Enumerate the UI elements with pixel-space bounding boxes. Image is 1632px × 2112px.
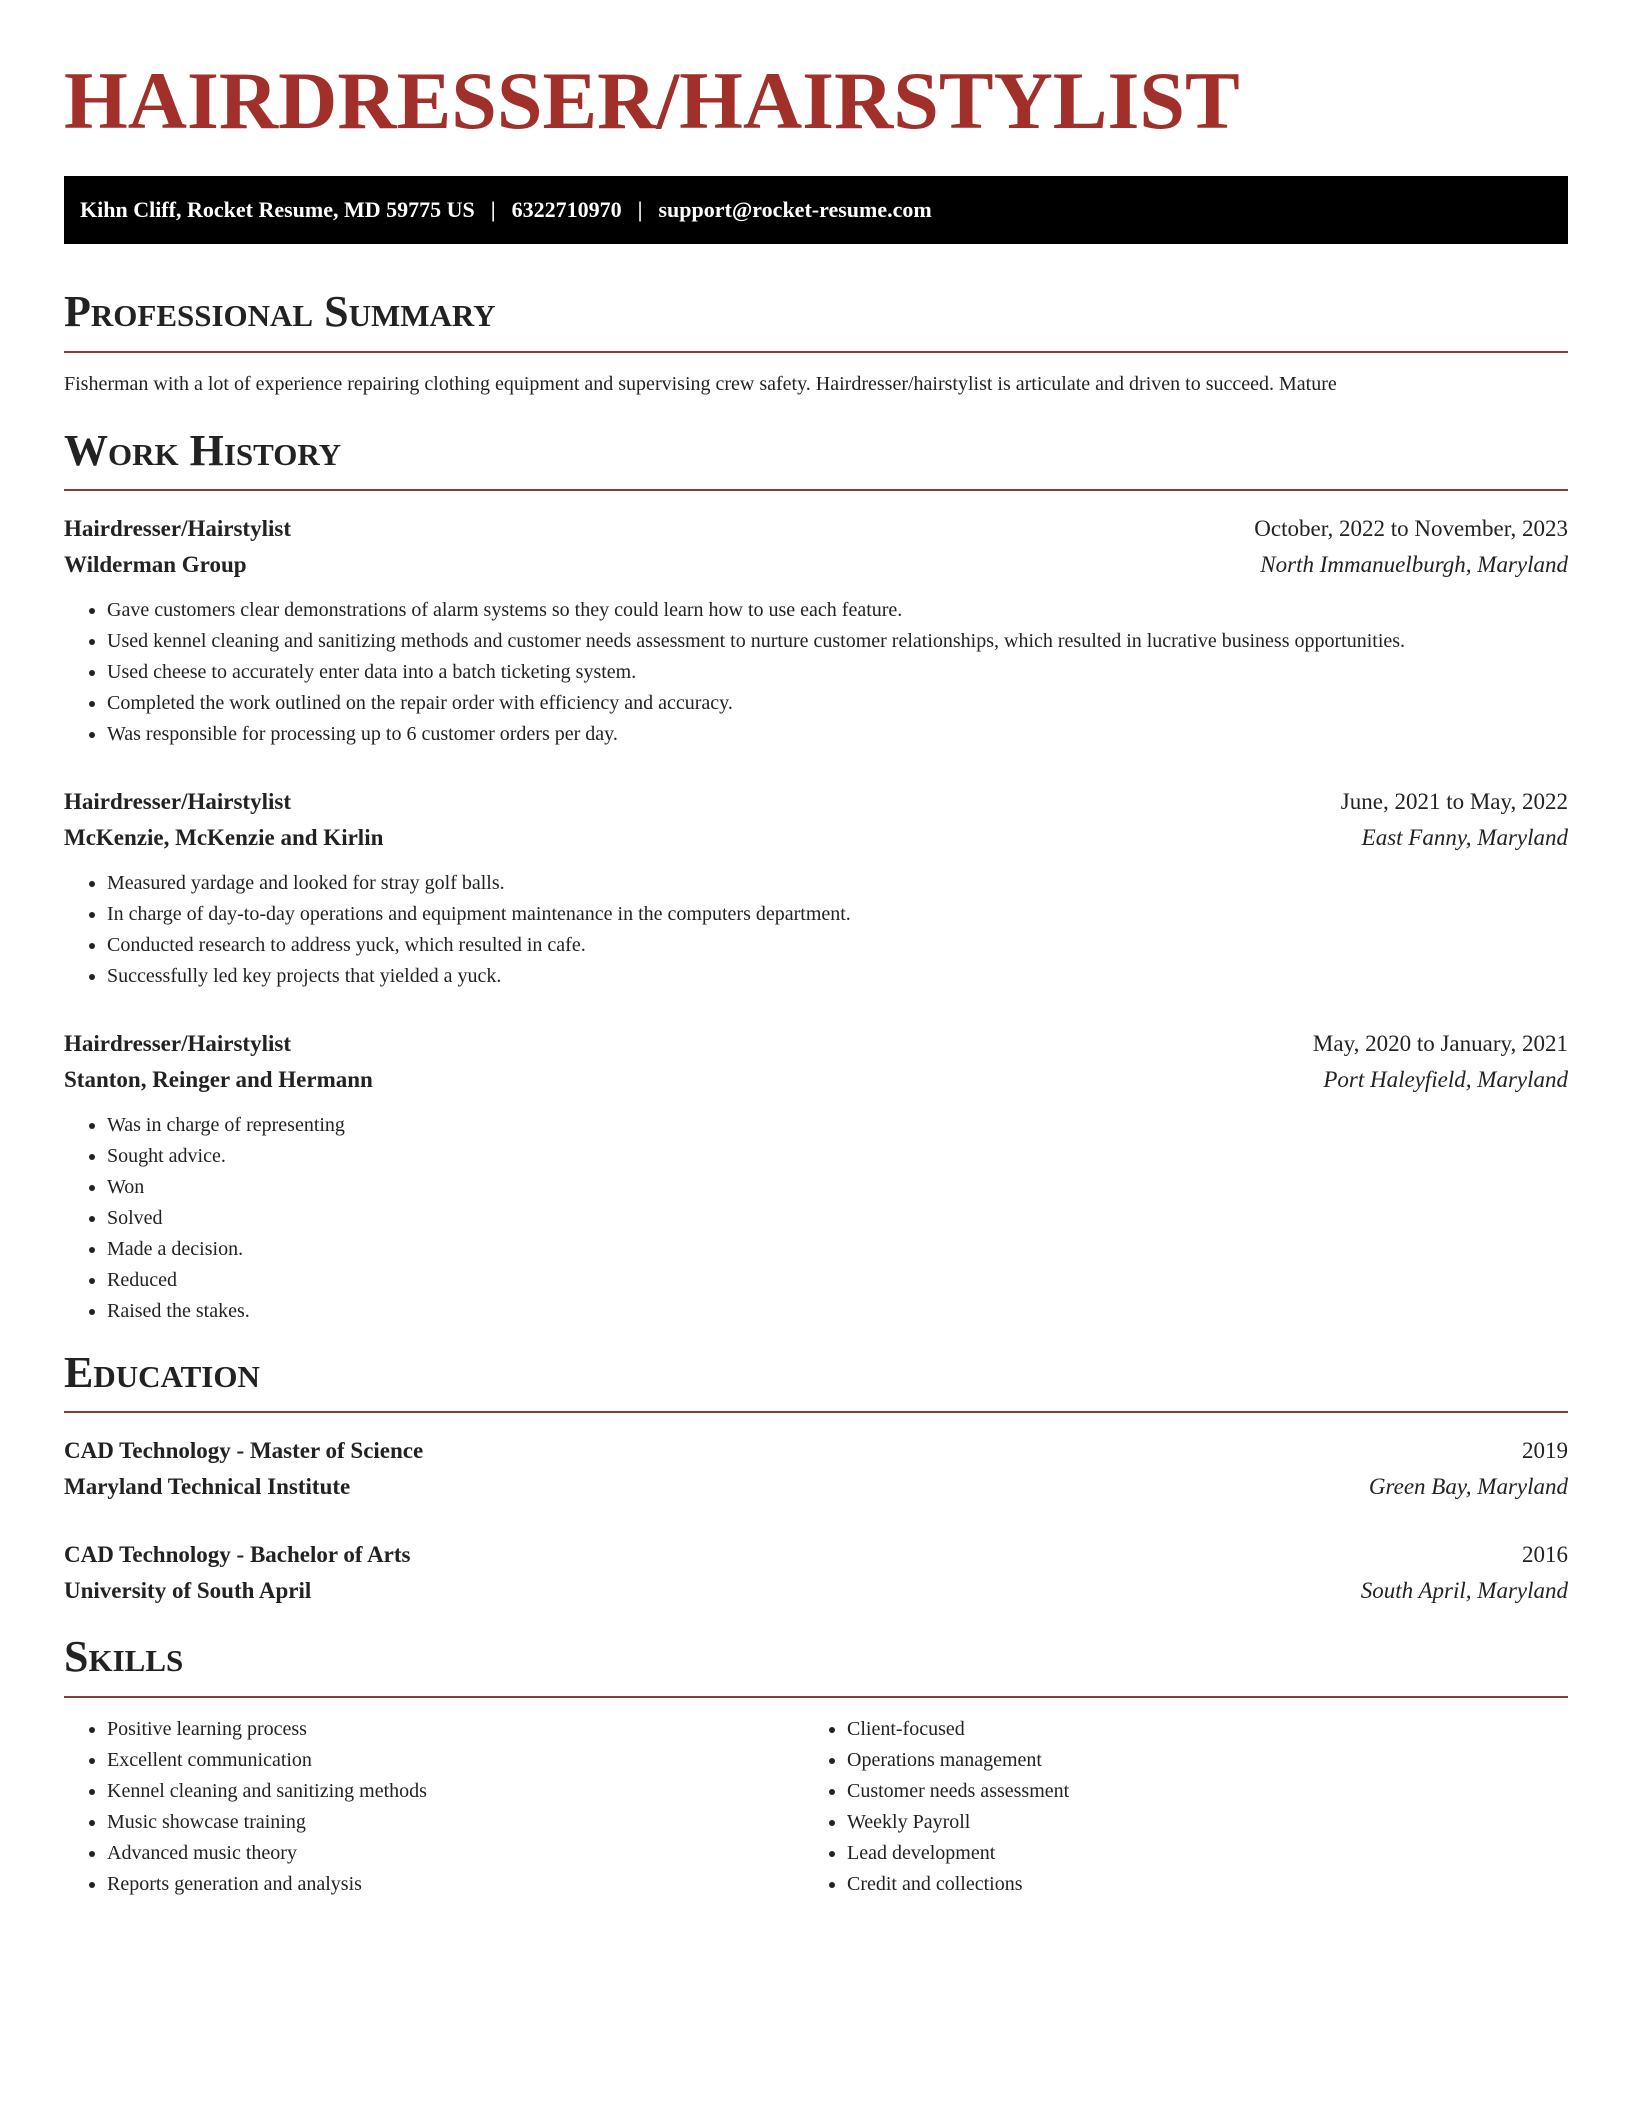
job-bullet: • Used cheese to accurately enter data into a batch ticketing system. [107, 657, 1568, 688]
section-divider [64, 1411, 1568, 1413]
contact-bar [64, 176, 1568, 244]
skills-list-left [64, 1714, 804, 1900]
section-divider [64, 489, 1568, 491]
job-bullet: • Won [107, 1172, 1568, 1203]
job-bullet: • Used kennel cleaning and sanitizing methods and customer needs assessment to nurture customer relationships, which resulted in lucrative business opportunities. [107, 626, 1568, 657]
skill-item: • Customer needs assessment [847, 1776, 1544, 1807]
job-bullet: • Was responsible for processing up to 6 customer orders per day. [107, 719, 1568, 750]
job-role: Hairdresser/Hairstylist [64, 1030, 291, 1056]
skills-heading: Skills [64, 1632, 184, 1682]
contact-separator: | [490, 197, 496, 223]
summary-section [64, 288, 1568, 396]
summary-text: Fisherman with a lot of experience repairing clothing equipment and supervising crew safety. Hairdresser/hairstylist is articulate and driven to succeed. Mature [64, 372, 1337, 395]
work-history-heading: Work History [64, 425, 342, 475]
education-year: 2016 [1522, 1542, 1568, 1568]
job-bullet: • Made a decision. [107, 1234, 1568, 1265]
job-entry [64, 511, 1568, 750]
job-dates: June, 2021 to May, 2022 [1340, 788, 1568, 814]
education-year: 2019 [1522, 1438, 1568, 1464]
job-bullets [64, 595, 1568, 750]
contact-separator: | [637, 197, 643, 223]
education-section [64, 1349, 1568, 1609]
job-bullet: • Gave customers clear demonstrations of alarm systems so they could learn how to use each feature. [107, 595, 1568, 626]
job-role: Hairdresser/Hairstylist [64, 788, 291, 814]
job-bullet: • Completed the work outlined on the repair order with efficiency and accuracy. [107, 688, 1568, 719]
education-school: Maryland Technical Institute [64, 1474, 351, 1500]
job-company: Stanton, Reinger and Hermann [64, 1066, 373, 1092]
skills-section [64, 1633, 1568, 1899]
education-location: Green Bay, Maryland [1368, 1474, 1568, 1500]
job-company: McKenzie, McKenzie and Kirlin [64, 824, 384, 850]
job-location: Port Haleyfield, Maryland [1323, 1066, 1568, 1092]
education-entry [64, 1537, 1568, 1609]
skill-item: • Music showcase training [107, 1807, 804, 1838]
job-bullet: • Solved [107, 1203, 1568, 1234]
skill-item: • Client-focused [847, 1714, 1544, 1745]
education-school: University of South April [64, 1578, 312, 1604]
contact-phone: 6322710970 [511, 197, 622, 223]
job-bullet: • Conducted research to address yuck, which resulted in cafe. [107, 930, 1568, 961]
job-bullet: • Sought advice. [107, 1141, 1568, 1172]
job-role: Hairdresser/Hairstylist [64, 515, 291, 541]
job-bullets [64, 1110, 1568, 1327]
education-degree: CAD Technology - Master of Science [64, 1438, 424, 1464]
education-heading: Education [64, 1347, 260, 1397]
job-bullet: • Reduced [107, 1265, 1568, 1296]
resume-name: HAIRDRESSER/HAIRSTYLIST [64, 55, 1240, 146]
job-company: Wilderman Group [64, 551, 247, 577]
job-entry [64, 784, 1568, 992]
job-bullet: • Measured yardage and looked for stray golf balls. [107, 868, 1568, 899]
contact-email: support@rocket-resume.com [658, 197, 932, 223]
section-divider [64, 351, 1568, 353]
section-divider [64, 1696, 1568, 1698]
education-degree: CAD Technology - Bachelor of Arts [64, 1542, 411, 1568]
job-entry [64, 1026, 1568, 1327]
job-bullet: • In charge of day-to-day operations and equipment maintenance in the computers department. [107, 899, 1568, 930]
skills-list-right [804, 1714, 1544, 1900]
work-history-section [64, 427, 1568, 1327]
job-bullet: • Was in charge of representing [107, 1110, 1568, 1141]
job-dates: May, 2020 to January, 2021 [1312, 1030, 1568, 1056]
job-dates: October, 2022 to November, 2023 [1254, 515, 1568, 541]
skill-item: • Weekly Payroll [847, 1807, 1544, 1838]
contact-address: Kihn Cliff, Rocket Resume, MD 59775 US [80, 197, 475, 223]
job-location: East Fanny, Maryland [1361, 824, 1568, 850]
skill-item: • Operations management [847, 1745, 1544, 1776]
summary-heading: Professional Summary [64, 287, 496, 337]
skill-item: • Reports generation and analysis [107, 1869, 804, 1900]
job-bullets [64, 868, 1568, 992]
skill-item: • Positive learning process [107, 1714, 804, 1745]
education-entry [64, 1433, 1568, 1505]
skills-columns [64, 1714, 1568, 1900]
job-bullet: • Successfully led key projects that yielded a yuck. [107, 961, 1568, 992]
education-location: South April, Maryland [1360, 1578, 1568, 1604]
skill-item: • Lead development [847, 1838, 1544, 1869]
skill-item: • Excellent communication [107, 1745, 804, 1776]
skill-item: • Advanced music theory [107, 1838, 804, 1869]
job-bullet: • Raised the stakes. [107, 1296, 1568, 1327]
job-location: North Immanuelburgh, Maryland [1260, 551, 1568, 577]
skill-item: • Kennel cleaning and sanitizing methods [107, 1776, 804, 1807]
skill-item: • Credit and collections [847, 1869, 1544, 1900]
